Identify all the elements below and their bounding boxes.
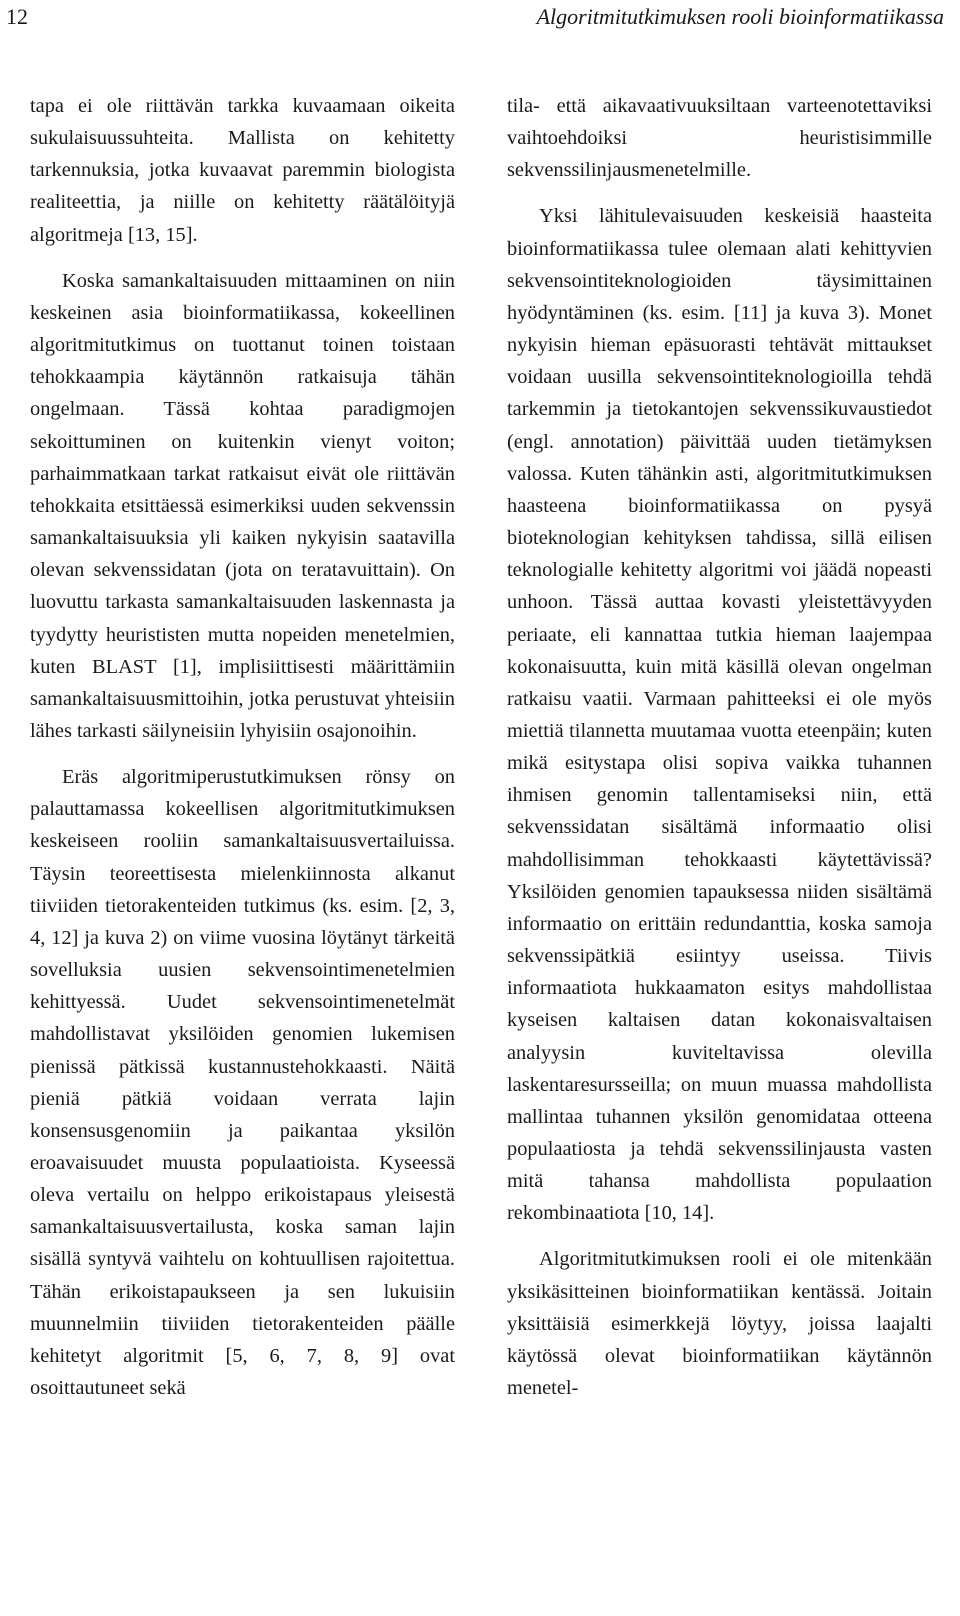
paragraph: tapa ei ole riittävän tarkka kuvaamaan oikeita sukulaisuussuhteita. Mallista on kehitetty tarkennuksia, jotka kuvaavat paremmin biologista realiteettia, ja niille on kehitetty räätälöityjä algoritmeja [13, 15].: [30, 95, 455, 246]
paragraph: Eräs algoritmiperustutkimuksen rönsy on palauttamassa kokeellisen algoritmitutkimuksen keskeiseen rooliin samankaltaisuusvertailuissa. Täysin teoreettisesta mielenkiinnosta alkanut tiiviiden tietorakenteiden tutkimus (ks. esim. [2, 3, 4, 12] ja kuva 2) on viime vuosina löytänyt tärkeitä sovelluksia uusien sekvensointimenetelmien kehittyessä. Uudet sekvensointimenetelmät mahdollistavat yksilöiden genomien lukemisen pienissä pätkissä kustannustehokkaasti. Näitä pieniä pätkiä voidaan verrata lajin konsensusgenomiin ja paikantaa yksilön eroavaisuudet muusta populaatioista. Kyseessä oleva vertailu on helppo erikoistapaus yleisestä samankaltaisuusvertailusta, koska saman lajin sisällä syntyvä vaihtelu on kohtuullisen rajoitettua. Tähän erikoistapaukseen ja sen lukuisiin muunnelmiin tiiviiden tietorakenteiden päälle kehitetyt algoritmit [5, 6, 7, 8, 9] ovat osoittautuneet sekä: [30, 766, 455, 1400]
paragraph: tila- että aikavaativuuksiltaan varteenotettaviksi vaihtoehdoiksi heuristisimmille sekvenssilinjausmenetelmille.: [507, 95, 932, 182]
right-column: [507, 90, 932, 1404]
page-number: 12: [6, 4, 28, 29]
paragraph: Algoritmitutkimuksen rooli ei ole mitenkään yksikäsitteinen bioinformatiikan kentässä. Joitain yksittäisiä esimerkkejä löytyy, joissa laajalti käytössä olevat bioinformatiikan käytännön menetel-: [507, 1248, 932, 1400]
paragraph: Yksi lähitulevaisuuden keskeisiä haasteita bioinformatiikassa tulee olemaan alati kehittyvien sekvensointiteknologioiden täysimittainen hyödyntäminen (ks. esim. [11] ja kuva 3). Monet nykyisin hieman epäsuorasti tehtävät mittaukset voidaan uusilla sekvensointiteknologioilla tehdä tarkemmin ja tietokantojen sekvenssikuvaustiedot (engl. annotation) päivittää uuden tietämyksen valossa. Kuten tähänkin asti, algoritmitutkimuksen haasteena bioinformatiikassa on pysyä bioteknologian kehityksen tahdissa, sillä eilisen teknologialle kehitetty algoritmi voi jäädä nopeasti unhoon. Tässä auttaa kovasti yleistettävyyden periaate, eli kannattaa tutkia hieman laajempaa kokonaisuutta, kuin mitä käsillä olevan ongelman ratkaisu vaatii. Varmaan pahitteeksi ei ole myös miettiä tilannetta muutamaa vuotta eteenpäin; kuten mikä esitystapa olisi sopiva vaikka tuhannen ihmisen genomin tallentamiseksi niin, että sekvenssidatan sisältämä informaatio olisi mahdollisimman tehokkaasti käytettävissä? Yksilöiden genomien tapauksessa niiden sisältämä informaatio on erittäin redundanttia, koska samoja sekvenssipätkiä esiintyy useissa. Tiivis informaatiota hukkaamaton esitys mahdollistaa kyseisen kaltaisen datan kokonaisvaltaisen analyysin kuviteltavissa olevilla laskentaresursseilla; on muun muassa mahdollista mallintaa tuhannen yksilön genomidataa otteena populaatiosta ja tehdä sekvenssilinjausta vasten mitä tahansa mahdollista populaation rekombinaatiota [10, 14].: [507, 205, 932, 1225]
page-header: [0, 0, 960, 40]
left-column: [30, 90, 455, 1404]
paragraph: Koska samankaltaisuuden mittaaminen on niin keskeinen asia bioinformatiikassa, kokeellinen algoritmitutkimus on tuottanut toinen toistaan tehokkaampia käytännön ratkaisuja tähän ongelmaan. Tässä kohtaa paradigmojen sekoittuminen on kuitenkin vienyt voiton; parhaimmatkaan tarkat ratkaisut eivät ole riittävän tehokkaita etsittäessä esimerkiksi uuden sekvenssin samankaltaisuuksia yli kaiken nykyisin saatavilla olevan sekvenssidatan (jota on teratavuittain). On luovuttu tarkasta samankaltaisuuden laskennasta ja tyydytty heurististen mutta nopeiden menetelmien, kuten BLAST [1], implisiittisesti määrittämiin samankaltaisuusmittoihin, jotka perustuvat yhteisiin lähes tarkasti säilyneisiin lyhyisiin osajonoihin.: [30, 269, 455, 742]
running-title: Algoritmitutkimuksen rooli bioinformatiikassa: [536, 4, 944, 29]
